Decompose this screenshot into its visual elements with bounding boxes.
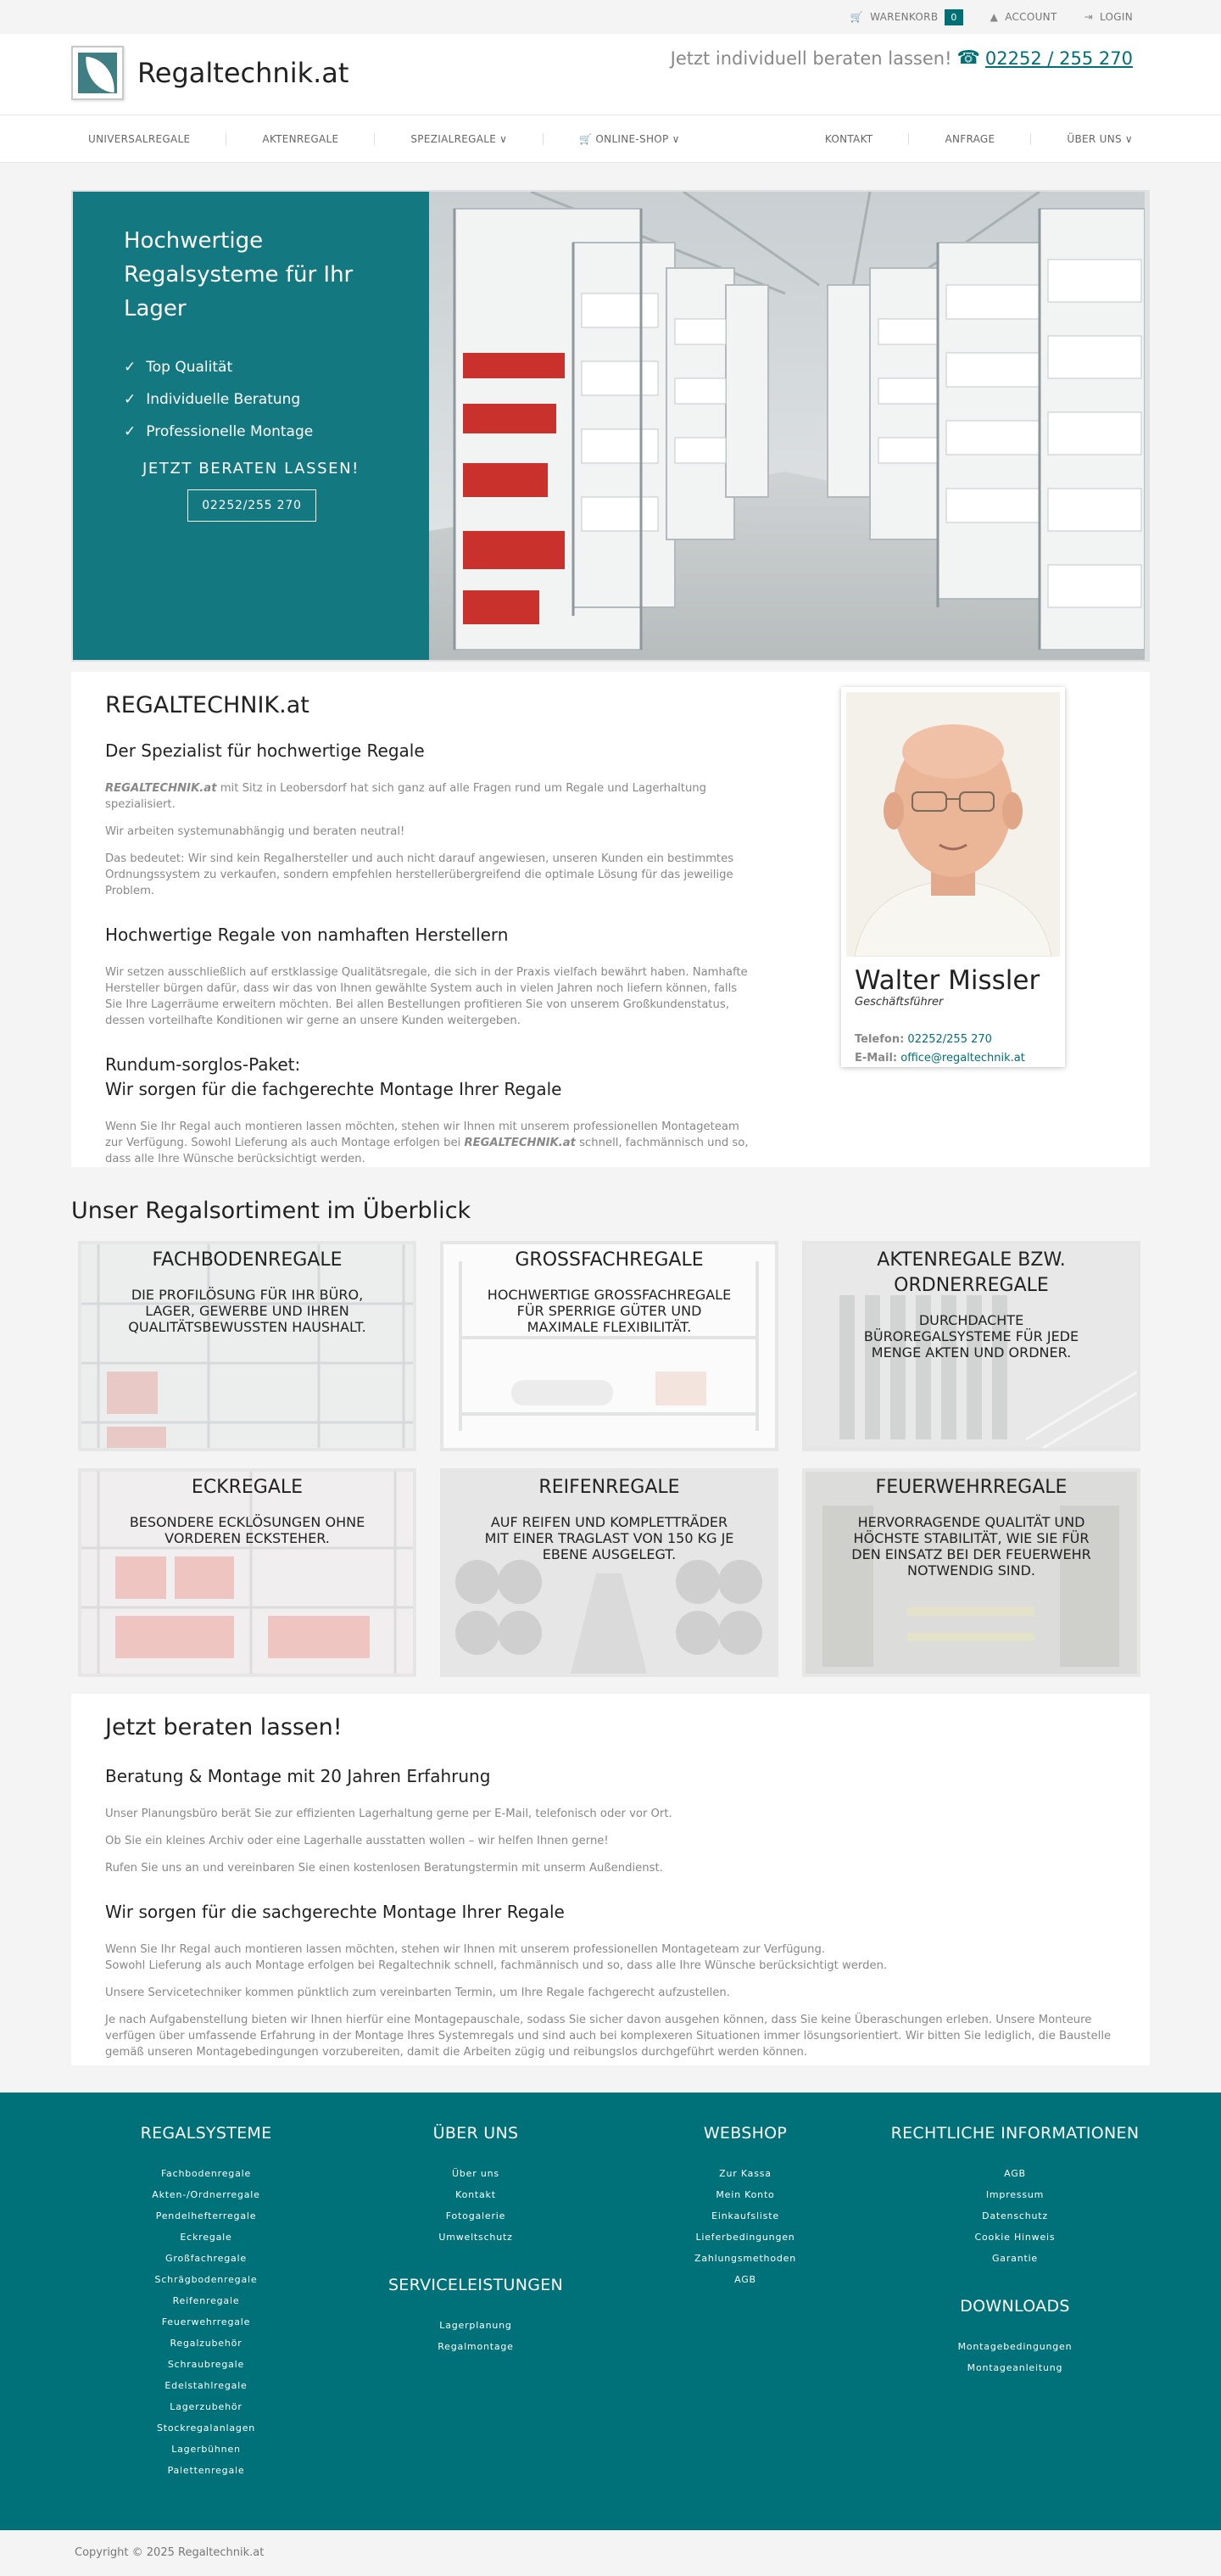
- intro-paragraph-text: Wenn Sie Ihr Regal auch montieren lassen möchten, stehen wir Ihnen mit unserem professionellen Montageteam zur Verfügung. Sowohl Lieferung als auch Montage erfolgen bei: [105, 1120, 739, 1149]
- footer-link[interactable]: Einkaufsliste: [711, 2210, 779, 2221]
- hero-cta-text: JETZT BERATEN LASSEN!: [142, 460, 360, 478]
- site-footer: [0, 2093, 1221, 2530]
- consult-section: [71, 1694, 1150, 2065]
- footer-link[interactable]: Lagerzubehör: [170, 2401, 243, 2412]
- intro-heading-hersteller: Hochwertige Regale von namhaften Herstellern: [105, 925, 509, 945]
- person-portrait: [846, 692, 1060, 957]
- chevron-down-icon: ∨: [499, 133, 508, 145]
- footer-heading: ÜBER UNS: [432, 2124, 519, 2143]
- shelf-background-image: [443, 1472, 775, 1674]
- header-phone: [671, 47, 1133, 69]
- top-bar: [0, 0, 1221, 34]
- product-title: ECKREGALE: [191, 1477, 304, 1498]
- user-icon: ▲: [990, 11, 999, 23]
- consult-paragraph: Rufen Sie uns an und vereinbaren Sie einen kostenlosen Beratungstermin mit unserm Außendienst.: [105, 1862, 663, 1875]
- person-phone-link[interactable]: 02252/255 270: [907, 1033, 992, 1046]
- nav-divider: [543, 133, 544, 145]
- person-name: Walter Missler: [855, 965, 1040, 996]
- footer-link[interactable]: AGB: [1004, 2168, 1026, 2179]
- login-link[interactable]: [1084, 11, 1133, 23]
- nav-online-shop-label: ONLINE-SHOP: [595, 133, 669, 145]
- footer-col-ueber-uns: [341, 2121, 610, 2481]
- leaf-logo-icon: [71, 46, 124, 100]
- footer-heading: DOWNLOADS: [960, 2297, 1070, 2316]
- nav-anfrage[interactable]: ANFRAGE: [945, 133, 995, 145]
- footer-link[interactable]: Lagerbühnen: [171, 2444, 241, 2455]
- footer-link[interactable]: Impressum: [985, 2189, 1045, 2200]
- person-photo: [846, 692, 1060, 957]
- site-header: [0, 34, 1221, 115]
- footer-heading: SERVICELEISTUNGEN: [387, 2276, 564, 2294]
- shelf-background-image: [81, 1244, 413, 1448]
- hero-phone-button[interactable]: 02252/255 270: [187, 489, 316, 522]
- consult-heading-montage: Wir sorgen für die sachgerechte Montage Ihrer Regale: [105, 1902, 565, 1922]
- footer-link[interactable]: Montageanleitung: [967, 2362, 1063, 2373]
- intro-paragraph-text: schnell, fachmännisch und so, dass alle Ihre Wünsche berücksichtigt werden.: [105, 1137, 749, 1165]
- footer-link[interactable]: Eckregale: [180, 2232, 232, 2243]
- product-grid: [71, 1241, 1150, 1677]
- product-tile-reifenregale[interactable]: [440, 1468, 778, 1677]
- account-label: ACCOUNT: [1005, 11, 1057, 23]
- warehouse-shelves-image: [429, 192, 1148, 660]
- footer-link[interactable]: Akten-/Ordnerregale: [152, 2189, 260, 2200]
- product-tile-feuerwehrregale[interactable]: [802, 1468, 1140, 1677]
- login-label: LOGIN: [1099, 11, 1133, 23]
- top-links: [850, 0, 1133, 34]
- consult-paragraph: Ob Sie ein kleines Archiv oder eine Lagerhalle ausstatten wollen – wir helfen Ihnen gerne!: [105, 1835, 609, 1847]
- cart-count-badge: 0: [945, 9, 962, 25]
- footer-link[interactable]: AGB: [734, 2274, 756, 2285]
- intro-heading-paket: [105, 1053, 750, 1102]
- product-title: FEUERWEHRREGALE: [875, 1477, 1068, 1498]
- nav-aktenregale[interactable]: AKTENREGALE: [262, 133, 339, 145]
- products-title: Unser Regalsortiment im Überblick: [71, 1198, 471, 1224]
- footer-link[interactable]: Über uns: [452, 2168, 499, 2179]
- hero-check-item: [124, 383, 429, 416]
- email-label: E-Mail:: [855, 1052, 898, 1064]
- hero-banner: [71, 190, 1150, 662]
- product-tile-eckregale[interactable]: [78, 1468, 416, 1677]
- footer-link[interactable]: Regalmontage: [438, 2341, 514, 2352]
- footer-link[interactable]: Reifenregale: [172, 2295, 240, 2306]
- phone-label: Telefon:: [855, 1033, 905, 1046]
- footer-link[interactable]: Schraubregale: [167, 2359, 245, 2370]
- consult-paragraph: Unsere Servicetechniker kommen pünktlich zum vereinbarten Termin, um Ihre Regale fachgerecht aufzustellen.: [105, 1986, 730, 1999]
- cart-icon: 🛒: [850, 11, 864, 23]
- footer-link[interactable]: Mein Konto: [716, 2189, 775, 2200]
- main-nav: [0, 115, 1221, 163]
- product-tile-grossfachregale[interactable]: [440, 1241, 778, 1451]
- footer-heading: WEBSHOP: [703, 2124, 788, 2143]
- footer-link[interactable]: Lieferbedingungen: [695, 2232, 795, 2243]
- intro-paragraph: Das bedeutet: Wir sind kein Regalhersteller und auch nicht darauf angewiesen, unseren Kunden ein bestimmtes Ordnungssystem zu verkaufen, sondern empfehlen herstellerübergreifend die optimale Lösung für das jeweilige Problem.: [105, 852, 734, 897]
- warehouse-illustration: [429, 192, 1145, 660]
- product-description: DIE PROFILÖSUNG FÜR IHR BÜRO, LAGER, GEWERBE UND IHREN QUALITÄTSBEWUSSTEN HAUSHALT.: [128, 1287, 366, 1335]
- brand-name: REGALTECHNIK.at: [464, 1137, 576, 1149]
- footer-link[interactable]: Edelstahlregale: [164, 2380, 248, 2391]
- nav-divider: [1030, 133, 1031, 145]
- nav-ueber-uns[interactable]: [1050, 133, 1150, 145]
- consult-title: Jetzt beraten lassen!: [105, 1714, 343, 1741]
- footer-heading: RECHTLICHE INFORMATIONEN: [890, 2124, 1140, 2143]
- shelf-background-image: [443, 1244, 775, 1448]
- consult-heading-beratung: Beratung & Montage mit 20 Jahren Erfahrung: [105, 1766, 491, 1786]
- sign-in-icon: ⇥: [1084, 11, 1093, 23]
- product-description: BESONDERE ECKLÖSUNGEN OHNE VORDEREN ECKSTEHER.: [129, 1514, 365, 1546]
- footer-link[interactable]: Datenschutz: [982, 2210, 1048, 2221]
- cart-icon: 🛒: [579, 133, 593, 145]
- intro-heading-paket-line2: Wir sorgen für die fachgerechte Montage Ihrer Regale: [105, 1079, 562, 1099]
- person-email-link[interactable]: office@regaltechnik.at: [900, 1052, 1025, 1064]
- intro-heading-spezialist: Der Spezialist für hochwertige Regale: [105, 740, 425, 761]
- hero-check-label: Individuelle Beratung: [146, 391, 301, 408]
- footer-link[interactable]: Cookie Hinweis: [974, 2232, 1056, 2243]
- nav-divider: [374, 133, 375, 145]
- product-title: REIFENREGALE: [538, 1477, 680, 1498]
- intro-title: REGALTECHNIK.at: [105, 692, 309, 718]
- intro-text: [105, 692, 750, 1167]
- consult-paragraph: [105, 1942, 1116, 1974]
- consult-paragraph: Je nach Aufgabenstellung bieten wir Ihnen hierfür eine Montagepauschale, sodass Sie sicher davon ausgehen können, dass Sie keine Überaschungen erleben. Unsere Monteure verfügen über umfassende Erfahrung in der Montage Ihres Systemregals und sind auch bei komplexeren Situationen immer lösungsorientiert. Wir bitten Sie lediglich, die Baustelle gemäß unseren Montagebedingungen vorzubereiten, damit die Arbeiten zügig und reibungslos durchgeführt werden können.: [105, 2014, 1112, 2059]
- shelf-background-image: [81, 1472, 413, 1674]
- hero-checklist: [124, 351, 429, 448]
- check-icon: ✓: [124, 391, 137, 408]
- intro-paragraph: [105, 1119, 750, 1167]
- footer-link[interactable]: Umweltschutz: [438, 2232, 513, 2243]
- consult-paragraph: Unser Planungsbüro berät Sie zur effizienten Lagerhaltung gerne per E-Mail, telefonisch oder vor Ort.: [105, 1808, 672, 1820]
- footer-heading: REGALSYSTEME: [140, 2124, 272, 2143]
- consult-paragraph-line: Sowohl Lieferung als auch Montage erfolgen bei Regaltechnik schnell, fachmännisch und so, dass alle Ihre Wünsche berücksichtigt werden.: [105, 1959, 888, 1972]
- hero-check-label: Top Qualität: [146, 359, 233, 376]
- product-title: AKTENREGALE BZW. ORDNERREGALE: [877, 1249, 1066, 1296]
- intro-paragraph: Wir arbeiten systemunabhängig und beraten neutral!: [105, 825, 405, 838]
- hero-check-label: Professionelle Montage: [146, 423, 314, 440]
- footer-link[interactable]: Fachbodenregale: [160, 2168, 252, 2179]
- cart-label: WARENKORB: [870, 11, 939, 23]
- footer-link[interactable]: Fotogalerie: [445, 2210, 506, 2221]
- contact-person-card: [841, 687, 1065, 1067]
- nav-spezialregale-label: SPEZIALREGALE: [410, 133, 497, 145]
- product-tile-aktenregale[interactable]: [802, 1241, 1140, 1451]
- footer-link[interactable]: Großfachregale: [165, 2253, 247, 2264]
- check-icon: ✓: [124, 423, 137, 440]
- product-description: HOCHWERTIGE GROSSFACHREGALE FÜR SPERRIGE GÜTER UND MAXIMALE FLEXIBILITÄT.: [487, 1287, 732, 1335]
- intro-paragraph: Wir setzen ausschließlich auf erstklassige Qualitätsregale, die sich in der Praxis vielfach bewährt haben. Namhafte Hersteller bürgen dafür, dass wir das von Ihnen gewählte System auch in vielen Jahren noch liefern können, falls Sie Ihre Lagerräume erweitern möchten. Bei allen Bestellungen profitieren Sie von unserem Großkundenstatus, dessen vorteilhafte Konditionen wir gerne an unsere Kunden weitergeben.: [105, 966, 748, 1027]
- phone-icon: ☎: [956, 47, 980, 69]
- intro-paragraph: [105, 780, 750, 813]
- footer-col-regalsysteme: [71, 2121, 341, 2481]
- copyright-text: Copyright © 2025 Regaltechnik.at: [75, 2546, 265, 2559]
- chevron-down-icon: ∨: [672, 133, 680, 145]
- person-contact: [855, 1031, 1060, 1068]
- footer-link[interactable]: Kontakt: [455, 2189, 496, 2200]
- nav-ueber-uns-label: ÜBER UNS: [1067, 133, 1122, 145]
- intro-heading-paket-line1: Rundum-sorglos-Paket:: [105, 1054, 301, 1075]
- hero-panel: [73, 192, 429, 660]
- hero-check-item: [124, 416, 429, 448]
- product-description: AUF REIFEN UND KOMPLETTRÄDER MIT EINER TRAGLAST VON 150 KG JE EBENE AUSGELEGT.: [484, 1514, 734, 1562]
- footer-link[interactable]: Zahlungsmethoden: [694, 2253, 796, 2264]
- product-title: FACHBODENREGALE: [152, 1249, 343, 1271]
- nav-kontakt[interactable]: KONTAKT: [824, 133, 873, 145]
- footer-link[interactable]: Pendelhefterregale: [155, 2210, 257, 2221]
- cart-link[interactable]: [850, 9, 963, 25]
- brand-name: REGALTECHNIK.at: [105, 782, 217, 795]
- footer-link[interactable]: Zur Kassa: [719, 2168, 772, 2179]
- phone-prefix: Jetzt individuell beraten lassen!: [670, 47, 952, 69]
- nav-universalregale[interactable]: UNIVERSALREGALE: [88, 133, 191, 145]
- footer-link[interactable]: Lagerplanung: [439, 2320, 512, 2331]
- logo-text: Regaltechnik.at: [137, 57, 349, 89]
- intro-paragraph-text: mit Sitz in Leobersdorf hat sich ganz auf alle Fragen rund um Regale und Lagerhaltung spezialisiert.: [105, 782, 707, 811]
- footer-link[interactable]: Schrägbodenregale: [154, 2274, 258, 2285]
- hero-title: Hochwertige Regalsysteme für Ihr Lager: [124, 228, 354, 321]
- footer-link[interactable]: Palettenregale: [167, 2465, 245, 2476]
- person-role: Geschäftsführer: [855, 996, 944, 1009]
- nav-online-shop[interactable]: [562, 133, 697, 145]
- footer-link[interactable]: Regalzubehör: [170, 2338, 243, 2349]
- product-title: GROSSFACHREGALE: [515, 1249, 704, 1271]
- nav-spezialregale[interactable]: [393, 133, 524, 145]
- footer-link[interactable]: Montagebedingungen: [957, 2341, 1073, 2352]
- consult-paragraph-line: Wenn Sie Ihr Regal auch montieren lassen möchten, stehen wir Ihnen mit unserem professionellen Montageteam zur Verfügung.: [105, 1943, 826, 1956]
- footer-col-rechtliches: [880, 2121, 1150, 2481]
- footer-link[interactable]: Garantie: [991, 2253, 1039, 2264]
- product-description: HERVORRAGENDE QUALITÄT UND HÖCHSTE STABILITÄT, WIE SIE FÜR DEN EINSATZ BEI DER FEUERWEHR NOTWENDIG SIND.: [851, 1514, 1091, 1579]
- hero-check-item: [124, 351, 429, 383]
- phone-number-link[interactable]: 02252 / 255 270: [984, 47, 1133, 69]
- footer-link[interactable]: Feuerwehrregale: [161, 2316, 251, 2327]
- check-icon: ✓: [124, 359, 137, 376]
- product-description: DURCHDACHTE BÜROREGALSYSTEME FÜR JEDE MENGE AKTEN UND ORDNER.: [863, 1312, 1079, 1361]
- nav-divider: [908, 133, 909, 145]
- intro-section: [71, 672, 1150, 1167]
- footer-col-webshop: [610, 2121, 880, 2481]
- account-link[interactable]: [990, 11, 1057, 23]
- product-tile-fachbodenregale[interactable]: [78, 1241, 416, 1451]
- site-logo[interactable]: [71, 46, 348, 100]
- footer-link[interactable]: Stockregalanlagen: [156, 2422, 256, 2434]
- copyright-bar: [0, 2530, 1221, 2576]
- chevron-down-icon: ∨: [1124, 133, 1133, 145]
